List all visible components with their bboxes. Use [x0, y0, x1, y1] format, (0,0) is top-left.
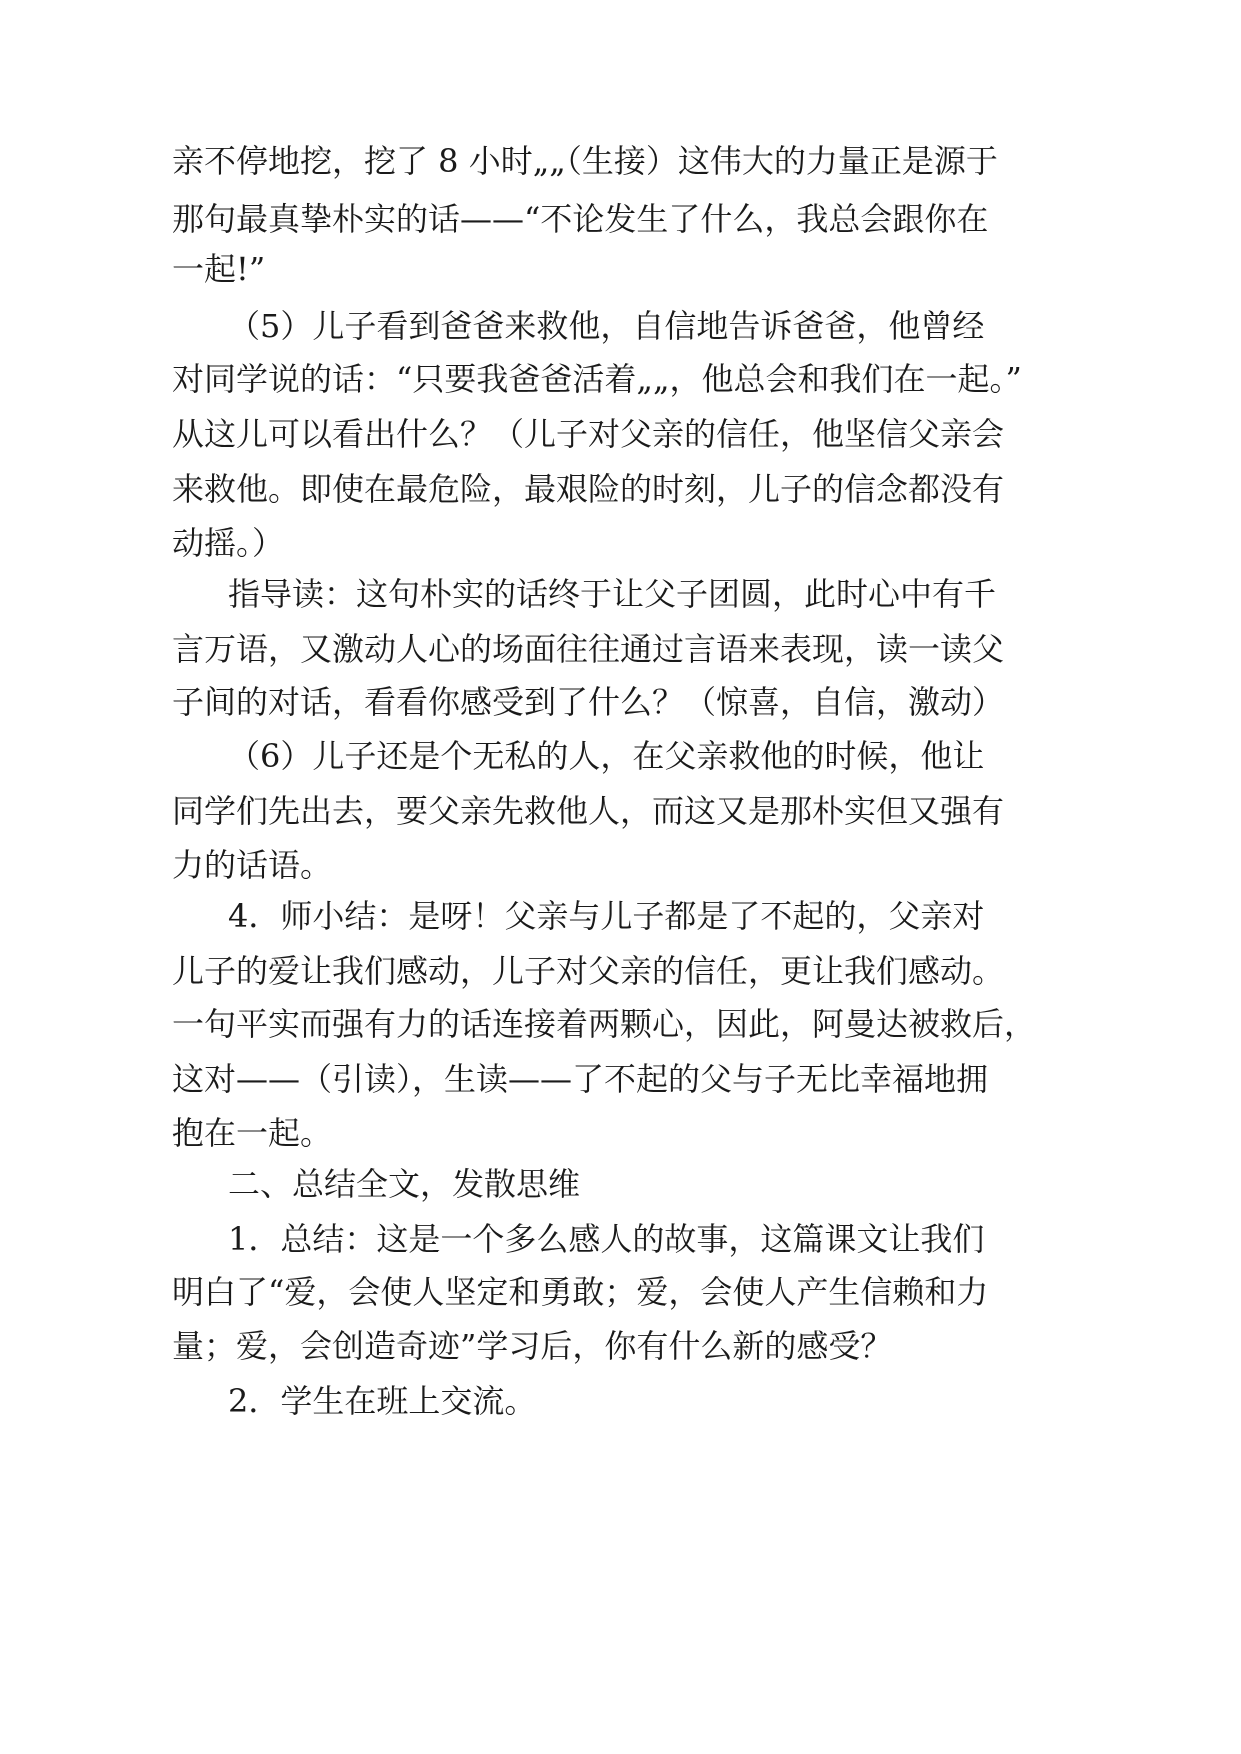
text-line: 来救他。即使在最危险，最艰险的时刻，儿子的信念都没有 — [172, 470, 1005, 508]
text-line: 明白了“爱，会使人坚定和勇敢；爱，会使人产生信赖和力 — [172, 1273, 989, 1311]
text-line: 对同学说的话：“只要我爸爸活着„„，他总会和我们在一起。” — [172, 360, 1022, 398]
text-line: 指导读：这句朴实的话终于让父子团圆，此时心中有千 — [228, 575, 997, 613]
text-line: 从这儿可以看出什么？（儿子对父亲的信任，他坚信父亲会 — [172, 415, 1005, 453]
text-line: 4．师小结：是呀！父亲与儿子都是了不起的，父亲对 — [228, 897, 985, 935]
section-heading: 二、总结全文，发散思维 — [228, 1165, 581, 1203]
text-line: 量；爱，会创造奇迹”学习后，你有什么新的感受？ — [172, 1327, 893, 1365]
text-line: 儿子的爱让我们感动，儿子对父亲的信任，更让我们感动。 — [172, 952, 1005, 990]
text-line: 2．学生在班上交流。 — [228, 1382, 537, 1420]
text-line: 同学们先出去，要父亲先救他人，而这又是那朴实但又强有 — [172, 792, 1005, 830]
text-line: 言万语，又激动人心的场面往往通过言语来表现，读一读父 — [172, 630, 1005, 668]
text-line: 动摇。） — [172, 524, 285, 562]
text-line: 1．总结：这是一个多么感人的故事，这篇课文让我们 — [228, 1220, 985, 1258]
text-line: 那句最真挚朴实的话——“不论发生了什么，我总会跟你在 — [172, 200, 989, 238]
text-line: 亲不停地挖，挖了 8 小时„„（生接）这伟大的力量正是源于 — [172, 142, 998, 180]
text-line: 子间的对话，看看你感受到了什么？（惊喜，自信，激动） — [172, 683, 1005, 721]
text-line: （5）儿子看到爸爸来救他，自信地告诉爸爸，他曾经 — [228, 307, 985, 345]
text-line: 这对——（引读），生读——了不起的父与子无比幸福地拥 — [172, 1060, 989, 1098]
text-line: 一起!” — [172, 250, 266, 288]
text-line: （6）儿子还是个无私的人，在父亲救他的时候，他让 — [228, 737, 985, 775]
text-line: 一句平实而强有力的话连接着两颗心，因此，阿曼达被救后， — [172, 1005, 1037, 1043]
text-line: 抱在一起。 — [172, 1114, 333, 1152]
text-line: 力的话语。 — [172, 846, 333, 884]
